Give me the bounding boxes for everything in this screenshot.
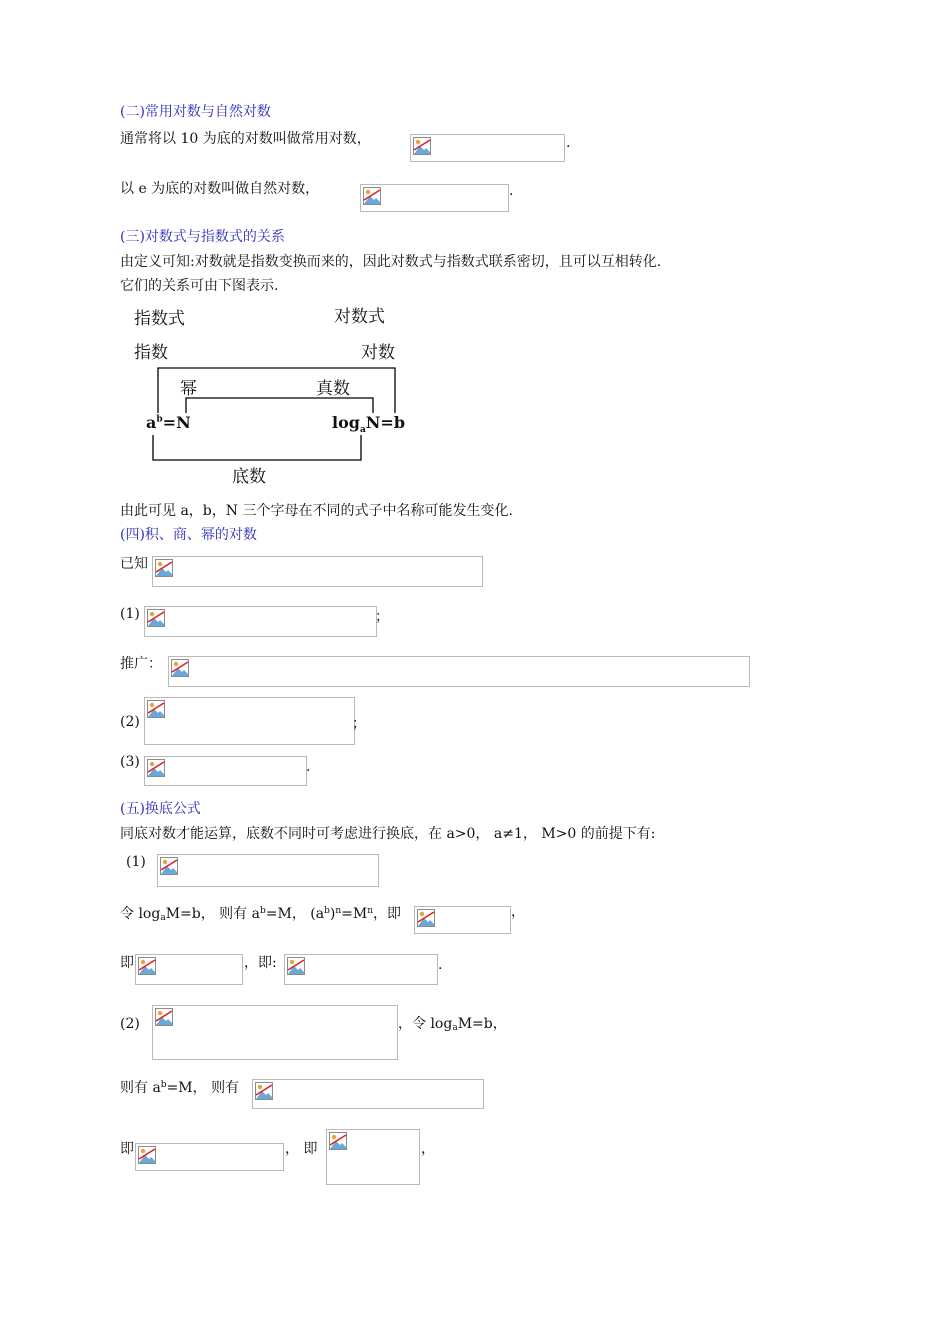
broken-image-icon xyxy=(329,1132,347,1150)
label-logarithm: 对数 xyxy=(361,343,395,363)
text-line: 由定义可知:对数就是指数变换而来的，因此对数式与指数式联系密切，且可以互相转化. xyxy=(120,254,662,270)
formula-image xyxy=(252,1079,484,1109)
formula-image xyxy=(360,184,509,212)
formula-image xyxy=(410,134,565,162)
broken-image-icon xyxy=(147,700,165,718)
label-ji: ，即: xyxy=(244,955,277,971)
label-ji: ， 即 xyxy=(285,1141,318,1157)
text-line: 通常将以 10 为底的对数叫做常用对数， xyxy=(120,131,371,147)
item-label: (1) xyxy=(126,854,146,870)
broken-image-icon xyxy=(363,187,381,205)
exp-equation: $a^b=N$ xyxy=(146,413,191,432)
punct: . xyxy=(306,759,311,775)
section-heading-2: (二)常用对数与自然对数 xyxy=(120,104,271,120)
label-log-form: 对数式 xyxy=(334,307,385,327)
then-line: 则有 $a^b=M$， 则有 xyxy=(120,1080,240,1096)
formula-image xyxy=(135,1143,284,1171)
formula-image xyxy=(284,954,438,985)
formula-image xyxy=(157,854,379,887)
item-label: (1) xyxy=(120,606,140,622)
broken-image-icon xyxy=(413,137,431,155)
punct: . xyxy=(566,135,571,151)
let-line: 令 logaM=b， 则有 $a^b=M$， $(a^b)^n=M^n$，即 xyxy=(120,906,401,923)
label-known: 已知 xyxy=(120,556,148,572)
item-label: (2) xyxy=(120,714,140,730)
broken-image-icon xyxy=(147,759,165,777)
section-heading-4: (四)积、商、幂的对数 xyxy=(120,527,257,543)
punct: . xyxy=(509,183,514,199)
punct: ； xyxy=(352,716,366,732)
label-ji: 即 xyxy=(120,1141,134,1157)
broken-image-icon xyxy=(155,1008,173,1026)
item-label: (2) xyxy=(120,1016,140,1032)
formula-image xyxy=(135,954,243,985)
punct: ， xyxy=(421,1141,435,1157)
text-line: 它们的关系可由下图表示. xyxy=(120,278,279,294)
broken-image-icon xyxy=(138,1146,156,1164)
item-label: (3) xyxy=(120,754,140,770)
label-exponent: 指数 xyxy=(134,343,168,363)
broken-image-icon xyxy=(171,659,189,677)
let-log-text: ，令 logaM=b， xyxy=(398,1016,507,1033)
label-generalize: 推广： xyxy=(120,656,162,672)
punct: ， xyxy=(511,904,525,920)
section-heading-5: (五)换底公式 xyxy=(120,801,201,817)
label-ji: 即 xyxy=(120,955,134,971)
label-exp-form: 指数式 xyxy=(134,309,185,329)
broken-image-icon xyxy=(287,957,305,975)
section-heading-3: (三)对数式与指数式的关系 xyxy=(120,229,285,245)
formula-image xyxy=(144,756,307,786)
text-line: 由此可见 a，b，N 三个字母在不同的式子中名称可能发生变化. xyxy=(120,503,513,519)
formula-image xyxy=(144,697,355,745)
formula-image xyxy=(152,1005,398,1060)
label-power: 幂 xyxy=(180,379,197,399)
formula-image xyxy=(152,556,483,587)
broken-image-icon xyxy=(417,909,435,927)
label-base: 底数 xyxy=(232,467,266,487)
broken-image-icon xyxy=(147,609,165,627)
broken-image-icon xyxy=(155,559,173,577)
formula-image xyxy=(414,906,511,934)
punct: . xyxy=(438,957,443,973)
exp-log-diagram xyxy=(128,300,418,490)
formula-image xyxy=(144,606,377,637)
text-line: 以 e 为底的对数叫做自然对数， xyxy=(120,181,320,197)
formula-image xyxy=(326,1129,420,1185)
text-line: 同底对数才能运算，底数不同时可考虑进行换底，在 a>0， a≠1， M>0 的前提下有: xyxy=(120,826,656,842)
punct: ； xyxy=(375,609,389,625)
broken-image-icon xyxy=(138,957,156,975)
label-antilog: 真数 xyxy=(316,379,350,399)
broken-image-icon xyxy=(255,1082,273,1100)
log-equation: $\log_aN=b$ xyxy=(332,413,405,436)
formula-image xyxy=(168,656,750,687)
broken-image-icon xyxy=(160,857,178,875)
